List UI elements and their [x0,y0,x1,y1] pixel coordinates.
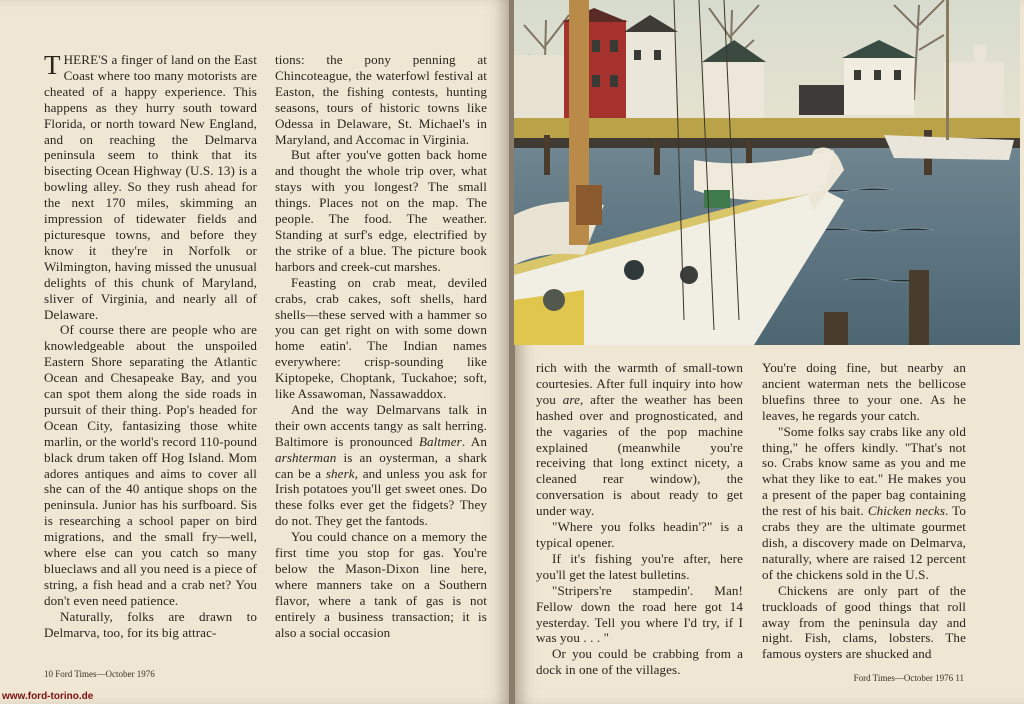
harbor-painting [514,0,1020,345]
paragraph: Naturally, folks are drawn to Delmarva, too, for its big attrac- [44,608,257,640]
paragraph: rich with the warmth of small-town courtesies. After full inquiry into how you are, after the weather has been hashed over and prognosticated, and the vagaries of the pop machine explained (meanwhile you're receiving that long extinct nicety, a cleaned rear window), the conversation is about ready to get under way. [536,360,743,519]
paragraph: You could chance on a memory the first time you stop for gas. You're below the Mason-Dixon line here, where manners take on a Southern flavor, where a tank of gas is not entirely a business transaction; it is also a social occasion [275,529,487,640]
paragraph: "Some folks say crabs like any old thing," he offers kindly. "That's not so. Crabs know same as you and me what they like to eat." He makes you a present of the paper bag containing the rest of his bait. Chicken necks. To crabs they are the ultimate gourmet dish, a discovery made on Delmarva, naturally, where are raised 12 percent of the chickens sold in the U.S. [762,423,967,582]
article-column-1 [44,52,257,641]
paragraph: "Stripers're stampedin'. Man! Fellow down the road here got 14 yesterday. Tell you where I'd try, if I was you . . . " [536,582,743,646]
article-column-3 [536,360,743,678]
article-column-2 [275,52,487,641]
page-footer-left: 10 Ford Times—October 1976 [44,669,155,679]
paragraph: Chickens are only part of the truckloads of good things that roll away from the peninsula day and night. Fish, clams, lobsters. The famous oysters are shucked and [762,582,966,662]
drop-cap: T [44,50,61,80]
paragraph: "Where you folks headin'?" is a typical opener. [536,519,743,550]
paragraph: If it's fishing you're after, here you'll get the latest bulletins. [536,550,743,582]
paragraph: Feasting on crab meat, deviled crabs, crab cakes, soft shells, hard shells—these served with a hammer so you can get right on with some down home eatin'. The Indian names everywhere: crisp-sounding like Kiptopeke, Choptank, Tuckahoe; soft, like Assawoman, Nassawaddox. [275,274,487,402]
article-column-4 [762,360,966,662]
paragraph: But after you've gotten back home and thought the whole trip over, what stays with you longest? The small things. Places not on the map. The people. The food. The weather. Standing at surf's edge, electrified by the strike of a blue. The picture book harbors and creek-cut marshes. [275,147,487,274]
paragraph: THERE'S a finger of land on the East Coast where too many motorists are cheated of a happy experience. This happens as they hurry south toward Florida, or north toward New England, and on reaching the Delmarva peninsula seem to think that its bisecting Ocean Highway (U.S. 13) is a bowling alley. So they rush ahead for the next 170 miles, skimming an impression of tidewater fields and picturesque towns, and before they know it they're in Norfolk or Wilmington, having missed the unusual delights of this chunk of Maryland, sliver of Virginia, and nearly all of Delaware. [44,50,257,322]
paragraph: tions: the pony penning at Chincoteague, the waterfowl festival at Easton, the fishing contests, hunting seasons, tours of historic towns like Odessa in Delaware, St. Michael's in Maryland, and Accomac in Virginia. [275,52,487,147]
watermark: www.ford-torino.de [2,691,94,702]
paragraph: Or you could be crabbing from a dock in one of the villages. [536,646,743,678]
paragraph: Of course there are people who are knowledgeable about the unspoiled Eastern Shore separating the Atlantic Ocean and Chesapeake Bay, and you can spot them along the side roads in pursuit of their thing. Pop's headed for Ocean City, fantasizing those white marlin, or the world's record 110-pound black drum taken off Hog Island. Mom adores antiques and aims to cover all she can of the 40 antique shops on the peninsula. Junior has his surfboard. Sis is researching a school paper on bird migrations, and the small fry—well, where else can you catch so many blueclaws and all you need is a piece of string, a fish head and a crab net? You don't even need patience. [44,322,257,608]
page-footer-right: Ford Times—October 1976 11 [853,673,964,683]
paragraph: You're doing fine, but nearby an ancient waterman nets the bellicose bluefins three to your one. As he leaves, he regards your catch. [762,360,966,423]
paragraph: And the way Delmarvans talk in their own accents tangy as salt herring. Baltimore is pronounced Baltmer. An arshterman is an oysterman, a shark can be a sherk, and unless you ask for Irish potatoes you'll get sweet ones. Do these folks ever get the fidgets? They do not. They get the fantods. [275,401,488,529]
